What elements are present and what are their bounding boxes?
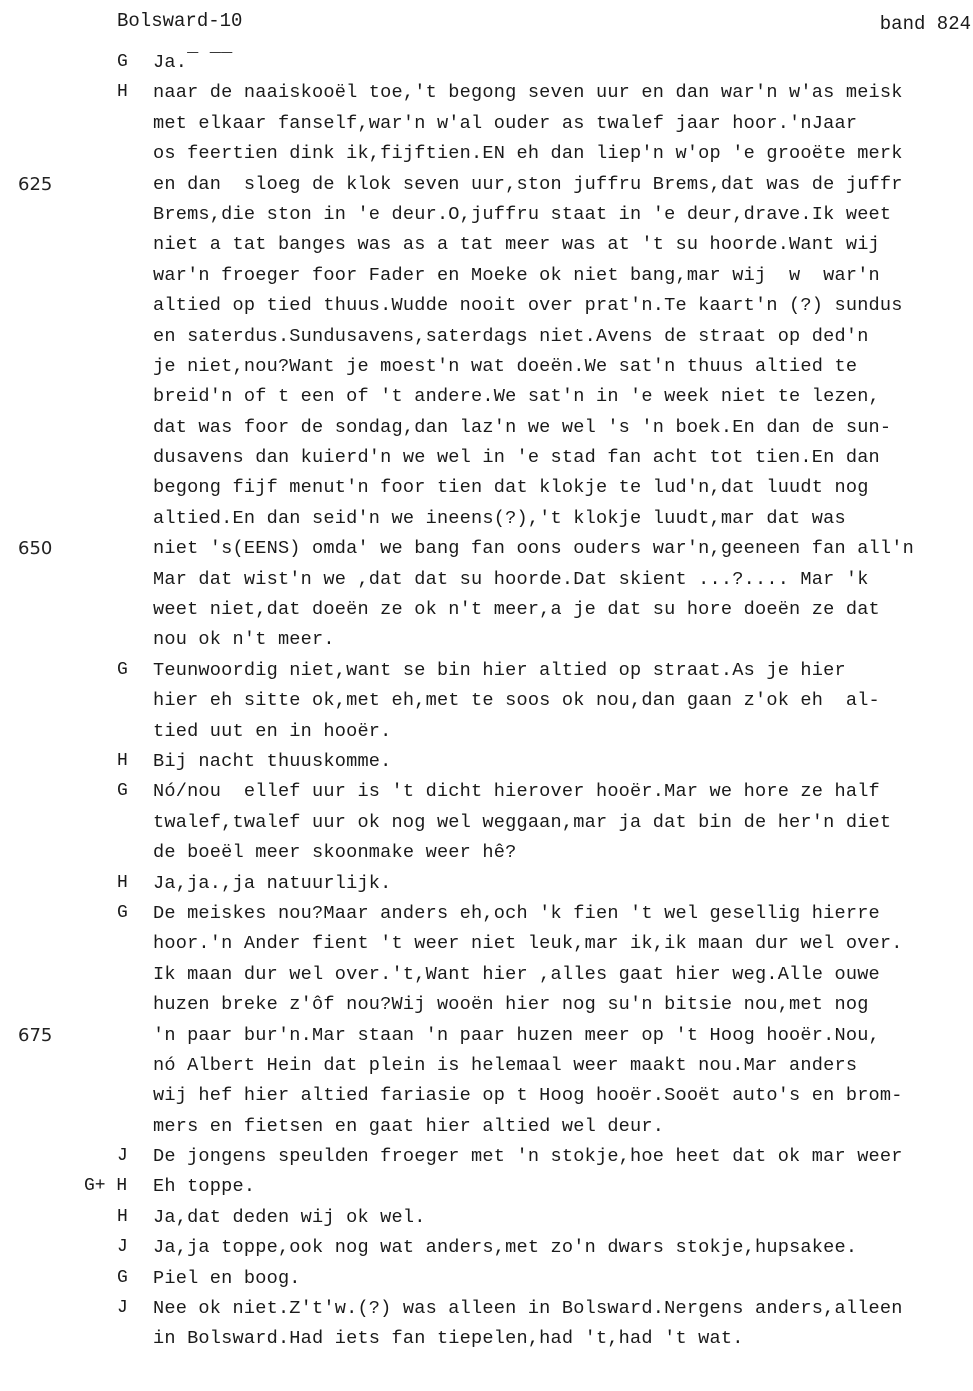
line-text: breid'n of t een of 't andere.We sat'n in 'e week niet te lezen, [153,386,880,408]
transcript-line [0,992,973,1022]
line-text: met elkaar fanself,war'n w'al ouder as twalef jaar hoor.'nJaar [153,112,858,134]
line-number: 675 [18,1024,53,1046]
line-text: je niet,nou?Want je moest'n wat doeën.We sat'n thuus altied te [153,355,858,377]
line-text: 'n paar bur'n.Mar staan 'n paar huzen meer op 't Hoog hooër.Nou, [153,1024,880,1046]
speaker-label: J [117,1237,128,1258]
line-text: Eh toppe. [153,1176,256,1198]
transcript-line [0,810,973,840]
speaker-label: H [117,872,128,893]
line-text: Brems,die ston in 'e deur.O,juffru staat in 'e deur,drave.Ik weet [153,203,892,225]
line-text: mers en fietsen en gaat hier altied wel deur. [153,1115,665,1137]
line-text: begong fijf menut'n foor tien dat klokje te lud'n,dat luudt nog [153,477,869,499]
line-text: Ja.¯ ¯¯ [153,52,233,73]
transcript-line [0,1083,973,1113]
line-text: altied.En dan seid'n we ineens(?),'t klokje luudt,mar dat was [153,507,846,529]
speaker-label: G+ H [84,1176,128,1197]
speaker-label: G [117,52,128,72]
transcript-line [0,324,973,354]
speaker-label: G [117,902,128,923]
transcript-line [0,232,973,262]
speaker-label: G [117,1267,128,1288]
line-text: Teunwoordig niet,want se bin hier altied op straat.As je hier [153,659,846,681]
header-band-number: band 824 [879,13,971,35]
line-text: Piel en boog. [153,1267,301,1289]
line-text: De meiskes nou?Maar anders eh,och 'k fien 't wel gesellig hierre [153,902,880,924]
transcript-line [0,506,973,536]
transcript-line [0,1296,973,1326]
line-number: 625 [18,173,53,195]
line-text: dat was foor de sondag,dan laz'n we wel 's 'n boek.En dan de sun- [153,416,892,438]
transcript-line [0,688,973,718]
transcript-line [0,293,973,323]
line-text: niet a tat banges was as a tat meer was at 't su hoorde.Want wij [153,234,880,256]
transcript-line [0,901,973,931]
transcript-line [0,536,973,566]
transcript-line [0,1174,973,1204]
line-text: Mar dat wist'n we ,dat dat su hoorde.Dat skient ...?.... Mar 'k [153,568,869,590]
transcript-line [0,475,973,505]
line-text: Ik maan dur wel over.'t,Want hier ,alles gaat hier weg.Alle ouwe [153,963,880,985]
line-text: niet 's(EENS) omda' we bang fan oons ouders war'n,geeneen fan all'n [153,538,914,560]
transcript-line [0,172,973,202]
transcript-line [0,749,973,779]
line-text: altied op tied thuus.Wudde nooit over prat'n.Te kaart'n (?) sundus [153,295,903,317]
transcript-line [0,1235,973,1265]
transcript-line [0,1205,973,1235]
transcript-line [0,597,973,627]
transcript-line [0,1053,973,1083]
transcript-line [0,1114,973,1144]
line-text: wij hef hier altied fariasie op t Hoog hooër.Sooët auto's en brom- [153,1085,903,1107]
line-text: Ja,dat deden wij ok wel. [153,1206,426,1228]
transcript-line [0,354,973,384]
line-text: hoor.'n Ander fient 't weer niet leuk,mar ik,ik maan dur wel over. [153,933,903,955]
transcript-line [0,141,973,171]
line-text: hier eh sitte ok,met eh,met te soos ok nou,dan gaan z'ok eh al- [153,690,880,712]
line-text: Nee ok niet.Z't'w.(?) was alleen in Bolsward.Nergens anders,alleen [153,1298,903,1320]
transcript-line [0,202,973,232]
transcript-line [0,1023,973,1053]
line-text: huzen breke z'ôf nou?Wij wooën hier nog su'n bitsie nou,met nog [153,994,869,1016]
line-text: en saterdus.Sundusavens,saterdags niet.Avens de straat op ded'n [153,325,869,347]
speaker-label: G [117,659,128,680]
header-title: Bolsward-10 [117,10,243,32]
transcript-line [0,384,973,414]
speaker-label: H [117,750,128,771]
line-text: en dan sloeg de klok seven uur,ston juffru Brems,dat was de juffr [153,173,903,195]
speaker-label: H [117,1206,128,1227]
line-text: de boeël meer skoonmake weer hê? [153,842,517,864]
line-text: dusavens dan kuierd'n we wel in 'e stad fan acht tot tien.En dan [153,447,880,469]
line-number: 650 [18,538,53,560]
transcript-line [0,80,973,110]
line-text: twalef,twalef uur ok nog wel weggaan,mar ja dat bin de her'n diet [153,811,892,833]
transcript-line [0,50,973,80]
transcript-line [0,719,973,749]
line-text: in Bolsward.Had iets fan tiepelen,had 't,had 't wat. [153,1328,744,1350]
speaker-label: G [117,781,128,802]
speaker-label: J [117,1146,128,1167]
transcript-line [0,1266,973,1296]
transcript-line [0,1144,973,1174]
line-text: nó Albert Hein dat plein is helemaal weer maakt nou.Mar anders [153,1054,858,1076]
transcript-line [0,779,973,809]
line-text: war'n froeger foor Fader en Moeke ok niet bang,mar wij w war'n [153,264,880,286]
transcript-line [0,567,973,597]
line-text: tied uut en in hooër. [153,720,392,742]
transcript-lines [0,50,973,1357]
transcript-line [0,658,973,688]
line-text: Nó/nou ellef uur is 't dicht hierover hooër.Mar we hore ze half [153,781,880,803]
transcript-line [0,871,973,901]
transcript-line [0,962,973,992]
line-text: nou ok n't meer. [153,629,335,651]
line-text: os feertien dink ik,fijftien.EN eh dan liep'n w'op 'e grooëte merk [153,143,903,165]
transcript-line [0,627,973,657]
line-text: De jongens speulden froeger met 'n stokje,hoe heet dat ok mar weer [153,1146,903,1168]
speaker-label: H [117,82,128,103]
transcript-line [0,931,973,961]
speaker-label: J [117,1298,128,1319]
line-text: Bij nacht thuuskomme. [153,750,392,772]
transcript-line [0,111,973,141]
transcript-line [0,263,973,293]
line-text: Ja,ja.,ja natuurlijk. [153,872,392,894]
line-text: Ja,ja toppe,ook nog wat anders,met zo'n dwars stokje,hupsakee. [153,1237,858,1259]
transcript-line [0,1326,973,1356]
transcript-line [0,445,973,475]
transcript-line [0,840,973,870]
transcript-line [0,415,973,445]
line-text: naar de naaiskooël toe,'t begong seven uur en dan war'n w'as meisk [153,82,903,104]
line-text: weet niet,dat doeën ze ok n't meer,a je dat su hore doeën ze dat [153,599,880,621]
